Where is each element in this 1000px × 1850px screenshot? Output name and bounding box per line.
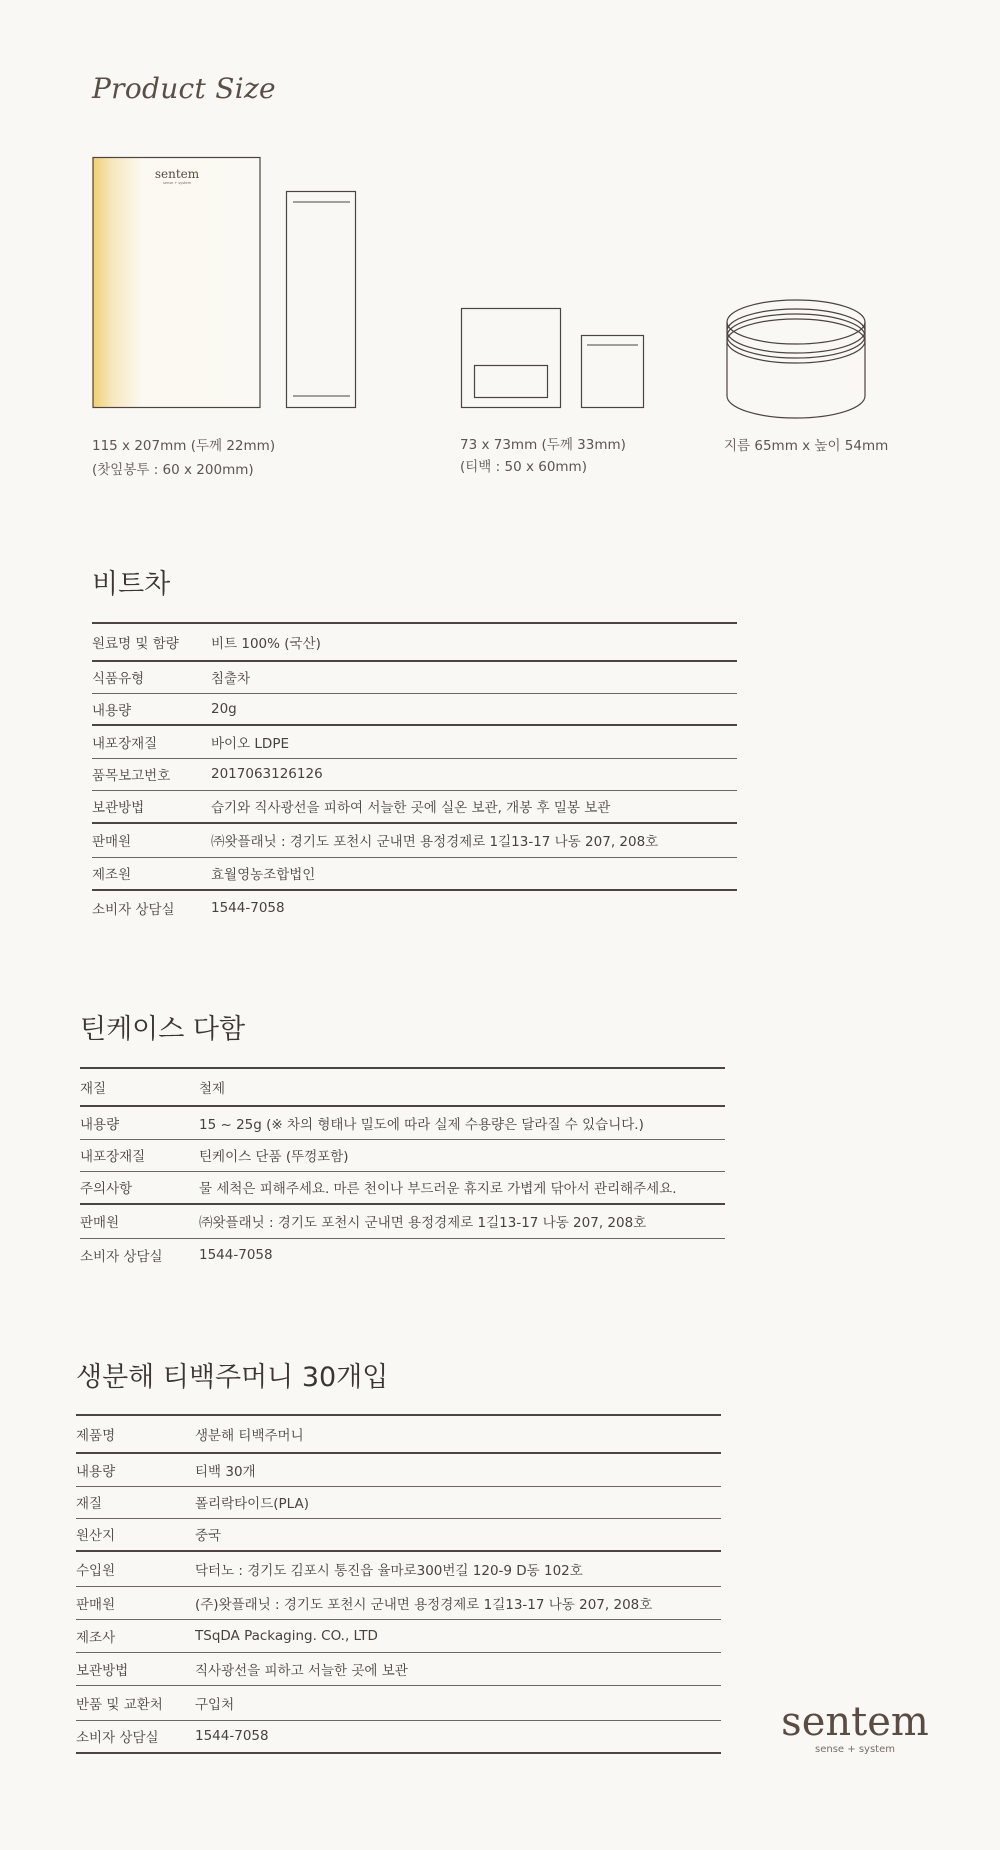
spec-key: 내포장재질 bbox=[80, 1139, 199, 1171]
table-row bbox=[92, 725, 737, 758]
table-row bbox=[92, 890, 737, 924]
spec-value: 1544-7058 bbox=[199, 1246, 273, 1263]
footer-logo-word: sentem bbox=[781, 1699, 929, 1745]
spec-value: 침출차 bbox=[211, 661, 737, 693]
table-row bbox=[76, 1453, 721, 1486]
section-title-tin-case: 틴케이스 다함 bbox=[80, 1014, 246, 1045]
spec-key: 소비자 상담실 bbox=[80, 1248, 163, 1265]
spec-value: 티백 30개 bbox=[195, 1453, 721, 1486]
spec-value: ㈜왓플래닛 : 경기도 포천시 군내면 용정경제로 1길13-17 나동 207, 208호 bbox=[199, 1204, 725, 1238]
spec-key: 제품명 bbox=[76, 1415, 195, 1453]
tin-case-spec-table bbox=[80, 1067, 725, 1271]
table-row bbox=[92, 661, 737, 693]
tea-bag-illustration bbox=[582, 336, 644, 408]
spec-key: 소비자 상담실 bbox=[92, 901, 175, 918]
table-row bbox=[76, 1415, 721, 1453]
spec-key: 제조사 bbox=[76, 1619, 195, 1652]
tin-size-line1: 73 x 73mm (두께 33mm) bbox=[460, 437, 626, 453]
spec-value: 습기와 직사광선을 피하여 서늘한 곳에 실온 보관, 개봉 후 밀봉 보관 bbox=[211, 790, 737, 823]
box-size-line2: (찻잎봉투 : 60 x 200mm) bbox=[92, 462, 254, 478]
table-row bbox=[80, 1068, 725, 1106]
spec-value: 생분해 티백주머니 bbox=[195, 1415, 721, 1453]
spec-key: 주의사항 bbox=[80, 1171, 199, 1204]
box-size-line1: 115 x 207mm (두께 22mm) bbox=[92, 438, 276, 454]
product-size-illustrations bbox=[0, 0, 1000, 480]
spec-key: 내용량 bbox=[76, 1453, 195, 1486]
table-row bbox=[80, 1204, 725, 1238]
spec-key: 판매원 bbox=[76, 1586, 195, 1619]
product-size-title: Product Size bbox=[92, 72, 276, 105]
section-title-teabag-pouch: 생분해 티백주머니 30개입 bbox=[76, 1362, 389, 1393]
spec-value: 중국 bbox=[195, 1518, 721, 1551]
spec-value: 직사광선을 피하고 서늘한 곳에 보관 bbox=[195, 1652, 721, 1685]
spec-value: 물 세척은 피해주세요. 마른 천이나 부드러운 휴지로 가볍게 닦아서 관리해주세요. bbox=[199, 1171, 725, 1204]
table-row bbox=[92, 823, 737, 857]
table-row bbox=[76, 1619, 721, 1652]
spec-key: 판매원 bbox=[92, 823, 211, 857]
spec-key: 제조원 bbox=[92, 857, 211, 890]
table-row bbox=[92, 790, 737, 823]
spec-key: 보관방법 bbox=[76, 1652, 195, 1685]
spec-value: 폴리락타이드(PLA) bbox=[195, 1486, 721, 1518]
tin-case-illustration bbox=[462, 309, 561, 408]
box-logo bbox=[143, 168, 211, 186]
box-logo-word: sentem bbox=[154, 167, 200, 181]
beet-tea-spec-table bbox=[92, 622, 737, 924]
spec-value: TSqDA Packaging. CO., LTD bbox=[195, 1619, 721, 1652]
spec-key: 내용량 bbox=[92, 693, 211, 725]
table-row bbox=[80, 1238, 725, 1271]
spec-value: 15 ~ 25g (※ 차의 형태나 밀도에 따라 실제 수용량은 달라질 수 있습니다.) bbox=[199, 1106, 725, 1139]
spec-value: 1544-7058 bbox=[211, 899, 285, 916]
spec-key: 원료명 및 함량 bbox=[92, 623, 211, 661]
spec-key: 수입원 bbox=[76, 1551, 195, 1586]
spec-key: 재질 bbox=[76, 1486, 195, 1518]
spec-key: 내포장재질 bbox=[92, 725, 211, 758]
footer-logo bbox=[780, 1700, 930, 1756]
spec-key: 반품 및 교환처 bbox=[76, 1685, 195, 1720]
spec-key: 보관방법 bbox=[92, 790, 211, 823]
table-row bbox=[76, 1551, 721, 1586]
box-logo-sub: sense + system bbox=[163, 181, 191, 185]
spec-key: 원산지 bbox=[76, 1518, 195, 1551]
table-row bbox=[80, 1171, 725, 1204]
spec-value: 2017063126126 bbox=[211, 758, 737, 790]
spec-key: 재질 bbox=[80, 1068, 199, 1106]
spec-value: 구입처 bbox=[195, 1685, 721, 1720]
spec-value: 바이오 LDPE bbox=[211, 725, 737, 758]
tea-box-illustration bbox=[93, 158, 260, 408]
table-row bbox=[76, 1720, 721, 1753]
round-can-illustration bbox=[727, 300, 865, 418]
table-row bbox=[76, 1586, 721, 1619]
spec-key: 식품유형 bbox=[92, 661, 211, 693]
spec-key: 판매원 bbox=[80, 1204, 199, 1238]
table-row bbox=[76, 1652, 721, 1685]
spec-key: 소비자 상담실 bbox=[76, 1720, 195, 1753]
table-row bbox=[92, 623, 737, 661]
spec-value: (주)왓플래닛 : 경기도 포천시 군내면 용정경제로 1길13-17 나동 207, 208호 bbox=[195, 1586, 721, 1619]
spec-value: 비트 100% (국산) bbox=[211, 623, 737, 661]
box-size-caption bbox=[92, 434, 275, 482]
table-row bbox=[80, 1139, 725, 1171]
spec-value: 틴케이스 단품 (뚜껑포함) bbox=[199, 1139, 725, 1171]
table-row bbox=[76, 1518, 721, 1551]
spec-value: 20g bbox=[211, 693, 737, 725]
section-title-beet-tea: 비트차 bbox=[92, 569, 171, 600]
spec-key: 품목보고번호 bbox=[92, 758, 211, 790]
table-row bbox=[92, 857, 737, 890]
can-size-caption bbox=[724, 434, 888, 458]
tin-size-line2: (티백 : 50 x 60mm) bbox=[460, 459, 587, 475]
spec-value: ㈜왓플래닛 : 경기도 포천시 군내면 용정경제로 1길13-17 나동 207, 208호 bbox=[211, 823, 737, 857]
tea-envelope-illustration bbox=[287, 192, 356, 408]
table-row bbox=[80, 1106, 725, 1139]
footer-logo-sub: sense + system bbox=[815, 1744, 895, 1755]
table-row bbox=[76, 1685, 721, 1720]
table-row bbox=[76, 1486, 721, 1518]
table-row bbox=[92, 758, 737, 790]
table-row bbox=[92, 693, 737, 725]
spec-value: 철제 bbox=[199, 1068, 725, 1106]
spec-key: 내용량 bbox=[80, 1106, 199, 1139]
teabag-pouch-spec-table bbox=[76, 1414, 721, 1754]
can-size-line1: 지름 65mm x 높이 54mm bbox=[724, 438, 889, 454]
spec-value: 효월영농조합법인 bbox=[211, 857, 737, 890]
spec-value: 1544-7058 bbox=[195, 1720, 721, 1753]
tin-size-caption bbox=[460, 434, 626, 478]
spec-value: 닥터노 : 경기도 김포시 통진읍 율마로300번길 120-9 D동 102호 bbox=[195, 1551, 721, 1586]
